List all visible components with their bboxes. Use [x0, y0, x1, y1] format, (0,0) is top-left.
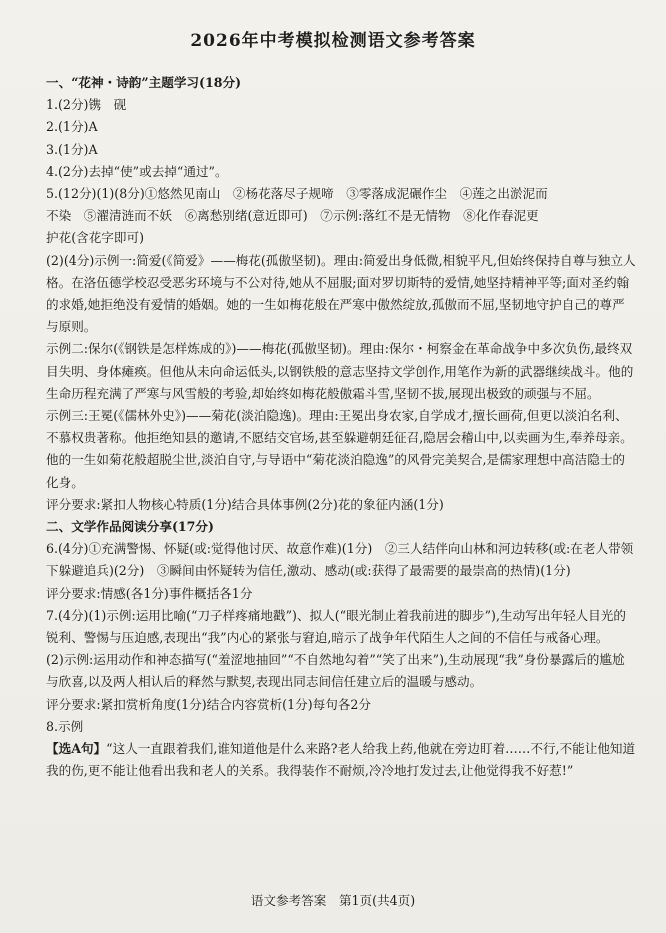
document-body: [46, 72, 636, 783]
answer-q8-text: [46, 738, 636, 782]
document-title: 2026年中考模拟检测语文参考答案: [190, 31, 476, 51]
answer-q5-line1: 5.(12分)(1)(8分)①悠然见南山 ②杨花落尽子规啼 ③零落成泥碾作尘 ④莲之出淤泥而: [46, 186, 548, 202]
answer-q1: 1.(2分)镌 砚: [46, 97, 127, 113]
answer-q2: 2.(1分)A: [46, 119, 98, 135]
answer-q8-quote: “这人一直跟着我们,谁知道他是什么来路?老人给我上药,他就在旁边盯着……不行,不能让他知道我的伤,更不能让他看出我和老人的关系。我得装作不耐烦,冷冷地打发过去,让他觉得我不好惹!”: [46, 741, 636, 779]
answer-q5-criteria: 评分要求:紧扣人物核心特质(1分)结合具体事例(2分)花的象征内涵(1分): [46, 496, 444, 512]
answer-q5-line2: 不染 ⑤濯清涟而不妖 ⑥离愁别绪(意近即可) ⑦示例:落红不是无情物 ⑧化作春泥更: [46, 208, 539, 224]
answer-q5-example3: 示例三:王冕(《儒林外史》)——菊花(淡泊隐逸)。理由:王冕出身农家,自学成才,擅长画荷,但更以淡泊名利、不慕权贵著称。他拒绝知县的邀请,不愿结交官场,甚至躲避朝廷征召,隐居会稽山中,以卖画为生,奉养母亲。他的一生如菊花般超脱尘世,淡泊自守,与导语中“菊花淡泊隐逸”的风骨完美契合,是儒家理想中高洁隐士的化身。: [46, 408, 633, 490]
answer-q7-part2: (2)示例:运用动作和神态描写(“羞涩地抽回”“不自然地勾着”“笑了出来”),生动展现“我”身份暴露后的尴尬与欣喜,以及两人相认后的释然与默契,表现出同志间信任建立后的温暖与感动。: [46, 652, 625, 690]
answer-q7-criteria: 评分要求:紧扣赏析角度(1分)结合内容赏析(1分)每句各2分: [46, 696, 371, 712]
section2-heading: 二、文学作品阅读分享(17分): [46, 519, 214, 535]
page-footer: 语文参考答案 第1页(共4页): [250, 893, 416, 908]
answer-q8-tag: 【选A句】: [46, 741, 107, 757]
answer-q5-example1: (2)(4分)示例一:简爱(《简爱》——梅花(孤傲坚韧)。理由:简爱出身低微,相貌平凡,但始终保持自尊与独立人格。在洛伍德学校忍受恶劣环境与不公对待,她从不屈服;面对罗切斯特的爱情,她坚持精神平等;面对圣约翰的求婚,她拒绝没有爱情的婚姻。她的一生如梅花般在严寒中傲然绽放,孤傲而不屈,坚韧地守护自己的尊严与原则。: [46, 252, 636, 335]
answer-q8: 8.示例: [46, 718, 84, 734]
answer-q4: 4.(2分)去掉“使”或去掉“通过”。: [46, 163, 228, 179]
answer-q5-example2: 示例二:保尔(《钢铁是怎样炼成的》)——梅花(孤傲坚韧)。理由:保尔・柯察金在革命战争中多次负伤,最终双目失明、身体瘫痪。但他从未向命运低头,以钢铁般的意志坚持文学创作,用笔作为新的武器继续战斗。他的生命历程充满了严寒与风雪般的考验,却始终如梅花般傲霜斗雪,坚韧不拔,展现出极致的顽强与不屈。: [46, 341, 634, 401]
answer-q5-line3: 护花(含花字即可): [46, 230, 144, 246]
answer-q3: 3.(1分)A: [46, 141, 98, 157]
answer-q7-part1: 7.(4分)(1)示例:运用比喻(“刀子样疼痛地戳”)、拟人(“眼光制止着我前进的脚步”),生动写出年轻人目光的锐利、警惕与压迫感,表现出“我”内心的紧张与窘迫,暗示了战争年代陌生人之间的不信任与戒备心理。: [46, 607, 626, 646]
answer-q6-criteria: 评分要求:情感(各1分)事件概括各1分: [46, 585, 253, 601]
section1-heading: 一、“花神・诗韵”主题学习(18分): [46, 75, 242, 90]
answer-q6: 6.(4分)①充满警惕、怀疑(或:觉得他讨厌、故意作难)(1分) ②三人结伴向山林和河边转移(或:在老人带领下躲避追兵)(2分) ③瞬间由怀疑转为信任,激动、感动(或:获得了最需要的最崇高的热情)(1分): [46, 541, 634, 579]
